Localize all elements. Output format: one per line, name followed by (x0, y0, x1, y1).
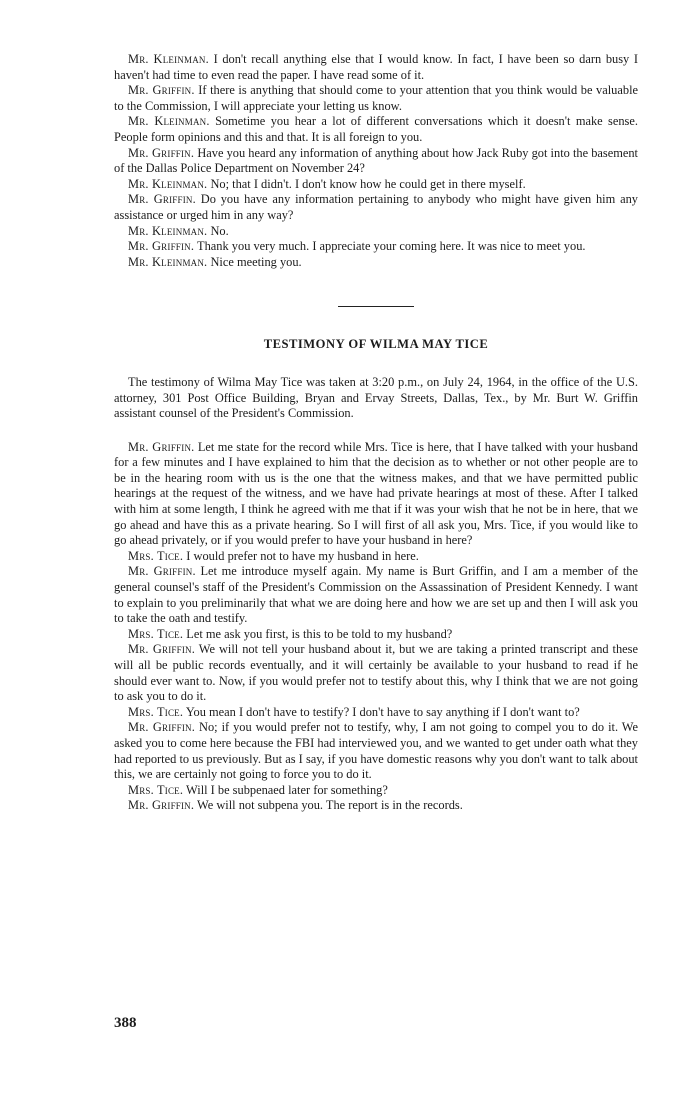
document-page (114, 52, 638, 814)
testimony-paragraph (114, 239, 638, 255)
kleinman-testimony-section (114, 52, 638, 270)
testimony-paragraph (114, 83, 638, 114)
testimony-paragraph (114, 255, 638, 271)
speaker-label: Mr. Kleinman. (128, 223, 208, 238)
intro-paragraph: The testimony of Wilma May Tice was taken at 3:20 p.m., on July 24, 1964, in the office of the U.S. attorney, 301 Post Office Building, Bryan and Ervay Streets, Dallas, Tex., by Mr. Burt W. Griffin assistant counsel of the President's Commission. (114, 374, 638, 421)
speaker-label: Mrs. Tice. (128, 626, 184, 641)
testimony-paragraph (114, 114, 638, 145)
speech-text: I don't recall anything else that I would know. In fact, I have been so darn busy I haven't had time to even read the paper. I have read some of it. (114, 52, 638, 82)
speech-text: Let me state for the record while Mrs. Tice is here, that I have talked with your husband for a few minutes and I have explained to him that the decision as to whether or not other people are to be in the hearing room with us is the one that the witness makes, and that we have permitted public hearings at the request of the witness, and we have had private hearings at most of these. After I talked with him at some length, I think he agreed with me that if it was your wish that he not be in here, that we go ahead and have this as a private hearing. So I will first of all ask you, Mrs. Tice, if you would like to go ahead privately, or if you would prefer to have your husband in here? (114, 439, 638, 548)
speech-text: Have you heard any information of anything about how Jack Ruby got into the basement of the Dallas Police Department on November 24? (114, 145, 638, 176)
speech-text: I would prefer not to have my husband in here. (186, 548, 419, 563)
speaker-label: Mr. Griffin. (128, 145, 195, 160)
speaker-label: Mr. Griffin. (128, 720, 196, 735)
testimony-paragraph (114, 224, 638, 240)
speaker-label: Mr. Griffin. (128, 439, 195, 454)
testimony-paragraph (114, 192, 638, 223)
speaker-label: Mr. Griffin. (128, 564, 196, 579)
speaker-label: Mr. Kleinman. (128, 176, 208, 191)
speaker-label: Mr. Griffin. (128, 239, 195, 254)
testimony-paragraph (114, 642, 638, 704)
testimony-paragraph (114, 52, 638, 83)
speaker-label: Mr. Griffin. (128, 642, 196, 657)
testimony-paragraph (114, 720, 638, 782)
testimony-paragraph (114, 549, 638, 565)
speech-text: We will not tell your husband about it, but we are taking a printed transcript and these will all be public records eventually, and it will certainly be available to your husband to read if he should ever want to. Now, if you would prefer not to testify about this, why I think that we are not going to ask you to do it. (114, 642, 639, 704)
tice-testimony-section (114, 440, 638, 814)
speaker-label: Mr. Griffin. (128, 83, 195, 98)
speech-text: Nice meeting you. (210, 254, 302, 269)
speech-text: You mean I don't have to testify? I don't have to say anything if I don't want to? (185, 704, 580, 719)
testimony-paragraph (114, 440, 638, 549)
speaker-label: Mrs. Tice. (128, 782, 184, 797)
section-title: TESTIMONY OF WILMA MAY TICE (263, 337, 489, 352)
page-number: 388 (114, 1015, 137, 1031)
speaker-label: Mrs. Tice. (128, 704, 184, 719)
speech-text: Sometime you hear a lot of different conversations which it doesn't make sense. People form opinions and this and that. It is all foreign to you. (114, 114, 638, 144)
speech-text: No; if you would prefer not to testify, why, I am not going to compel you to do it. We asked you to come here because the FBI had interviewed you, and we wanted to get under oath what they had reported to us previously. But as I say, if you have domestic reasons why you don't want to talk about this, we are certainly not going to force you to do it. (114, 720, 638, 782)
testimony-paragraph (114, 798, 638, 814)
testimony-paragraph (114, 705, 638, 721)
testimony-paragraph (114, 783, 638, 799)
speaker-label: Mr. Kleinman. (128, 52, 209, 66)
spacer (114, 422, 638, 440)
speech-text: Will I be subpenaed later for something? (186, 782, 388, 797)
speech-text: We will not subpena you. The report is in the records. (197, 798, 463, 813)
speech-text: Thank you very much. I appreciate your coming here. It was nice to meet you. (197, 239, 586, 254)
section-divider (338, 306, 414, 307)
testimony-paragraph (114, 627, 638, 643)
testimony-paragraph (114, 177, 638, 193)
speech-text: Let me ask you first, is this to be told to my husband? (186, 626, 453, 641)
testimony-paragraph (114, 564, 638, 626)
speaker-label: Mr. Kleinman. (128, 114, 210, 129)
speaker-label: Mr. Kleinman. (128, 254, 208, 269)
speaker-label: Mr. Griffin. (128, 798, 195, 813)
testimony-paragraph (114, 146, 638, 177)
speech-text: Let me introduce myself again. My name is Burt Griffin, and I am a member of the general counsel's staff of the President's Commission on the Assassination of President Kennedy. I want to explain to you preliminarily that what we are doing here and how we are set up and then I will ask you to take the oath and testify. (114, 564, 638, 626)
speech-text: No. (210, 223, 229, 238)
speech-text: No; that I didn't. I don't know how he could get in there myself. (210, 176, 526, 191)
speaker-label: Mr. Griffin. (128, 192, 196, 207)
speech-text: If there is anything that should come to your attention that you think would be valuable to the Commission, I will appreciate your letting us know. (114, 83, 639, 113)
speaker-label: Mrs. Tice. (128, 548, 184, 563)
speech-text: Do you have any information pertaining to anybody who might have given him any assistance or urged him in any way? (114, 192, 638, 222)
